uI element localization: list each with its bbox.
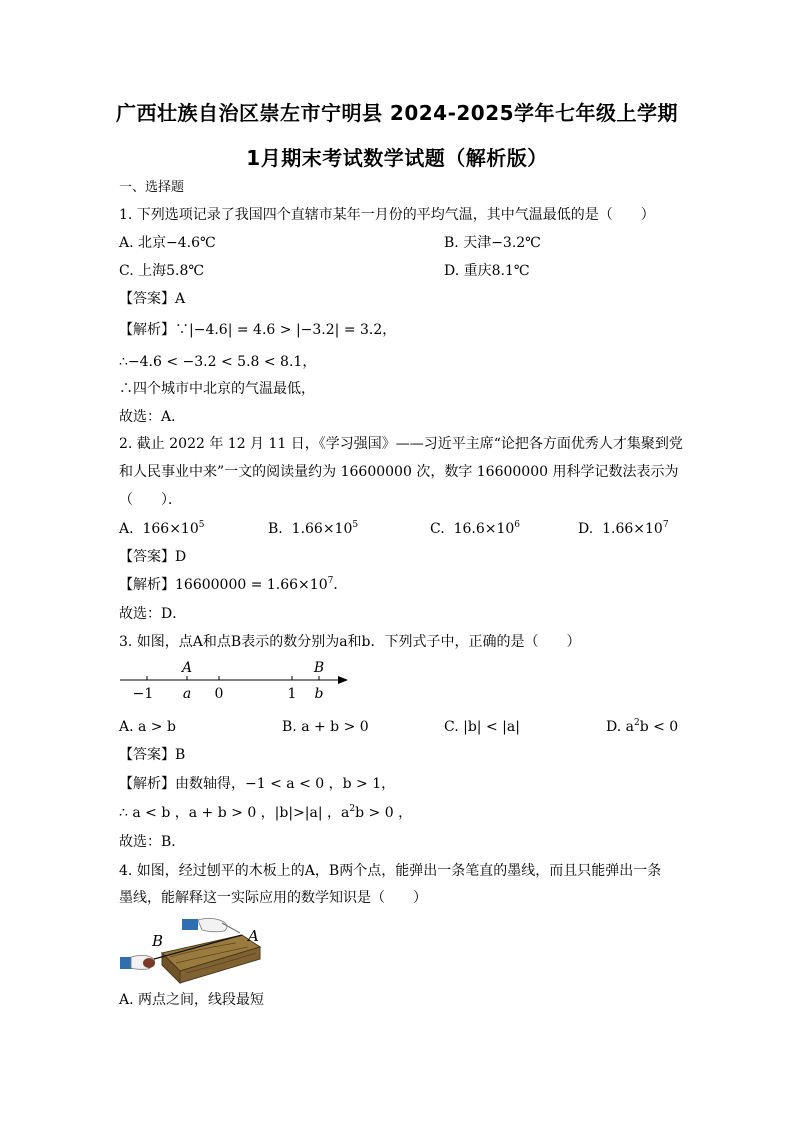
q3-explanation-1: 【解析】由数轴得，−1 < a < 0 ，b > 1， xyxy=(119,776,396,792)
q2-option-b: B. $1.66\times 10^5$ xyxy=(268,520,359,537)
q2-stem-2: 和人民事业中来”一文的阅读量约为 16600000 次，数字 16600000 用科学记数法表示为 xyxy=(119,464,679,480)
q2-conclusion: 故选：D． xyxy=(119,606,187,622)
point-label-a: A xyxy=(181,660,193,676)
hand-left-illustration xyxy=(120,955,155,969)
tick-label-0: 0 xyxy=(214,686,224,702)
tick-label-minus-1: −1 xyxy=(132,686,154,702)
q2-option-c: C. $16.6\times 10^6$ xyxy=(430,520,521,537)
section-heading: 一、选择题 xyxy=(119,180,185,195)
q2-option-d: D. $1.66\times 10^7$ xyxy=(578,520,669,537)
q2-stem-3: （ ）． xyxy=(119,492,182,508)
tick-label-b: b xyxy=(314,686,324,702)
q4-option-a: A. 两点之间，线段最短 xyxy=(119,992,265,1008)
hand-top-illustration xyxy=(182,918,240,933)
q3-answer: 【答案】B xyxy=(119,747,186,763)
q1-answer: 【答案】A xyxy=(119,291,186,307)
tick-label-a: a xyxy=(182,686,192,702)
figure-label-a: A xyxy=(248,927,259,945)
q3-option-b: B. a + b > 0 xyxy=(282,719,369,735)
q3-option-a: A. a > b xyxy=(119,719,176,735)
q1-conclusion: 故选：A． xyxy=(119,409,186,425)
q3-explanation-2: ∴ a < b ，a + b > 0 ，|b|>|a| ，$a^2b > 0$ ， xyxy=(119,804,413,821)
q3-option-c: C. |b| < |a| xyxy=(444,719,520,735)
q2-answer: 【答案】D xyxy=(119,549,187,565)
figure-label-b: B xyxy=(152,932,164,950)
q3-option-d: D. $a^2b < 0$ xyxy=(606,718,679,735)
q1-explanation-3: ∴四个城市中北京的气温最低， xyxy=(119,381,315,397)
q2-option-a: A. $166\times 10^5$ xyxy=(119,520,205,537)
page-title-line-1: 广西壮族自治区崇左市宁明县 2024-2025学年七年级上学期 xyxy=(115,101,679,125)
tick-label-1: 1 xyxy=(287,686,297,702)
q2-stem-1: 2. 截止 2022 年 12 月 11 日，《学习强国》——习近平主席“论把各方面优秀人才集聚到党 xyxy=(119,436,683,452)
q1-explanation-1: 【解析】∵|−4.6| = 4.6 > |−3.2| = 3.2， xyxy=(119,322,397,338)
q4-stem-1: 4. 如图，经过刨平的木板上的A，B两个点，能弹出一条笔直的墨线，而且只能弹出一条 xyxy=(119,863,662,879)
wooden-board xyxy=(162,935,260,983)
q1-option-c: C. 上海5.8℃ xyxy=(119,263,205,279)
number-line-arrow xyxy=(338,676,348,684)
q1-option-b: B. 天津−3.2℃ xyxy=(444,235,541,251)
q3-conclusion: 故选：B． xyxy=(119,834,186,850)
q4-board-figure xyxy=(118,913,268,987)
point-label-b: B xyxy=(313,660,325,676)
q2-explanation: 【解析】$16600000 = 1.66\times 10^7$． xyxy=(119,576,348,593)
q1-stem: 1. 下列选项记录了我国四个直辖市某年一月份的平均气温，其中气温最低的是（ ） xyxy=(119,207,655,223)
q1-option-d: D. 重庆8.1℃ xyxy=(444,263,530,279)
q4-stem-2: 墨线，能解释这一实际应用的数学知识是（ ） xyxy=(119,890,427,906)
q3-number-line xyxy=(118,656,358,702)
q1-option-a: A. 北京−4.6℃ xyxy=(119,235,216,251)
page-title-line-2: 1月期末考试数学试题（解析版） xyxy=(246,146,548,170)
q1-explanation-2: ∴−4.6 < −3.2 < 5.8 < 8.1， xyxy=(119,354,317,370)
q3-stem: 3. 如图，点A和点B表示的数分别为a和b．下列式子中，正确的是（ ） xyxy=(119,634,581,650)
